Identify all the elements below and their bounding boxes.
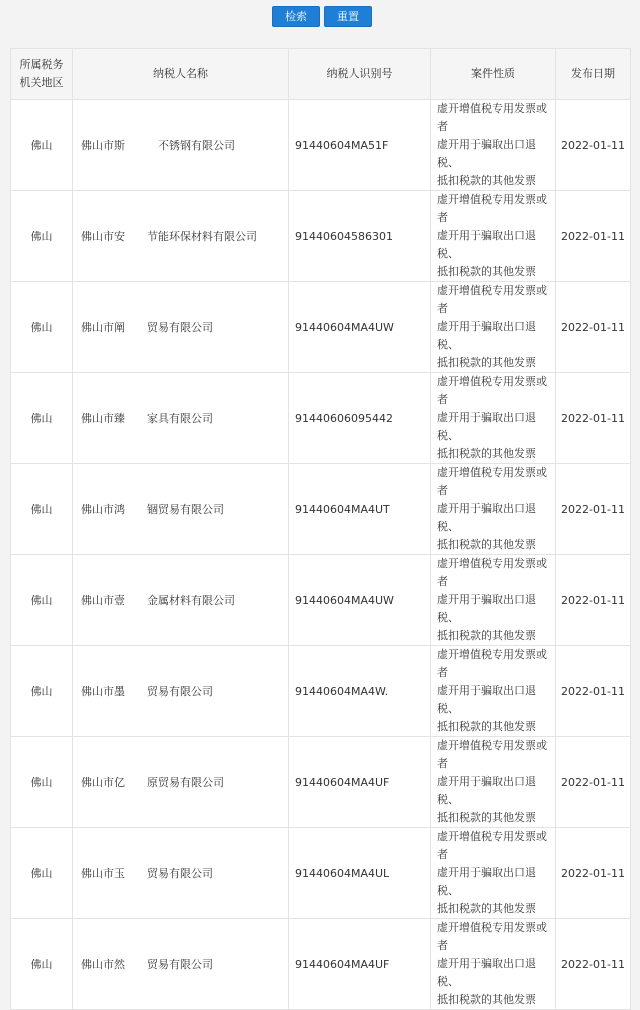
case-nature-line: 抵扣税款的其他发票 bbox=[437, 720, 536, 733]
case-nature-line: 虚开用于骗取出口退税、 bbox=[437, 411, 536, 442]
search-button[interactable]: 检索 bbox=[272, 6, 320, 27]
case-nature-line: 抵扣税款的其他发票 bbox=[437, 447, 536, 460]
cell-taxpayer-name: 佛山市然 贸易有限公司 bbox=[73, 919, 289, 1010]
cell-case-nature bbox=[431, 828, 556, 919]
cell-case-nature bbox=[431, 555, 556, 646]
column-header-date: 发布日期 bbox=[556, 49, 631, 100]
table-header-row bbox=[11, 49, 631, 100]
results-table-container bbox=[10, 48, 630, 1010]
case-nature-line: 虚开增值税专用发票或者 bbox=[437, 102, 547, 133]
cell-taxpayer-id: 91440604MA4UW bbox=[289, 282, 431, 373]
cell-publish-date: 2022-01-11 bbox=[556, 464, 631, 555]
cell-case-nature bbox=[431, 646, 556, 737]
toolbar bbox=[0, 0, 640, 40]
column-header-id: 纳税人识别号 bbox=[289, 49, 431, 100]
cell-taxpayer-name: 佛山市壹 金属材料有限公司 bbox=[73, 555, 289, 646]
cell-region: 佛山 bbox=[11, 373, 73, 464]
cell-taxpayer-name: 佛山市亿 原贸易有限公司 bbox=[73, 737, 289, 828]
case-nature-line: 虚开增值税专用发票或者 bbox=[437, 284, 547, 315]
case-nature-line: 抵扣税款的其他发票 bbox=[437, 174, 536, 187]
table-row bbox=[11, 737, 631, 828]
results-table bbox=[10, 48, 631, 1010]
table-row bbox=[11, 646, 631, 737]
table-row bbox=[11, 191, 631, 282]
cell-case-nature bbox=[431, 282, 556, 373]
case-nature-line: 虚开用于骗取出口退税、 bbox=[437, 502, 536, 533]
table-row bbox=[11, 555, 631, 646]
cell-region: 佛山 bbox=[11, 464, 73, 555]
column-header-name: 纳税人名称 bbox=[73, 49, 289, 100]
case-nature-line: 虚开增值税专用发票或者 bbox=[437, 830, 547, 861]
case-nature-line: 虚开增值税专用发票或者 bbox=[437, 557, 547, 588]
case-nature-line: 虚开用于骗取出口退税、 bbox=[437, 775, 536, 806]
cell-taxpayer-id: 91440604MA4UW bbox=[289, 555, 431, 646]
cell-case-nature bbox=[431, 100, 556, 191]
case-nature-line: 虚开用于骗取出口退税、 bbox=[437, 593, 536, 624]
case-nature-line: 虚开用于骗取出口退税、 bbox=[437, 684, 536, 715]
cell-taxpayer-name: 佛山市鸿 锢贸易有限公司 bbox=[73, 464, 289, 555]
cell-region: 佛山 bbox=[11, 646, 73, 737]
case-nature-line: 虚开增值税专用发票或者 bbox=[437, 193, 547, 224]
case-nature-line: 抵扣税款的其他发票 bbox=[437, 356, 536, 369]
cell-taxpayer-id: 91440606095442 bbox=[289, 373, 431, 464]
case-nature-line: 抵扣税款的其他发票 bbox=[437, 993, 536, 1006]
cell-publish-date: 2022-01-11 bbox=[556, 282, 631, 373]
case-nature-line: 虚开用于骗取出口退税、 bbox=[437, 138, 536, 169]
cell-publish-date: 2022-01-11 bbox=[556, 919, 631, 1010]
cell-publish-date: 2022-01-11 bbox=[556, 373, 631, 464]
cell-publish-date: 2022-01-11 bbox=[556, 828, 631, 919]
cell-taxpayer-name: 佛山市阐 贸易有限公司 bbox=[73, 282, 289, 373]
case-nature-line: 虚开增值税专用发票或者 bbox=[437, 648, 547, 679]
table-row bbox=[11, 100, 631, 191]
case-nature-line: 抵扣税款的其他发票 bbox=[437, 265, 536, 278]
table-row bbox=[11, 828, 631, 919]
case-nature-line: 虚开用于骗取出口退税、 bbox=[437, 320, 536, 351]
cell-region: 佛山 bbox=[11, 555, 73, 646]
cell-taxpayer-name: 佛山市臻 家具有限公司 bbox=[73, 373, 289, 464]
cell-case-nature bbox=[431, 464, 556, 555]
cell-region: 佛山 bbox=[11, 282, 73, 373]
table-row bbox=[11, 919, 631, 1010]
cell-taxpayer-id: 91440604586301 bbox=[289, 191, 431, 282]
case-nature-line: 虚开增值税专用发票或者 bbox=[437, 466, 547, 497]
cell-taxpayer-name: 佛山市墨 贸易有限公司 bbox=[73, 646, 289, 737]
case-nature-line: 抵扣税款的其他发票 bbox=[437, 629, 536, 642]
case-nature-line: 虚开增值税专用发票或者 bbox=[437, 739, 547, 770]
cell-taxpayer-name: 佛山市安 节能环保材料有限公司 bbox=[73, 191, 289, 282]
cell-taxpayer-id: 91440604MA4UL bbox=[289, 828, 431, 919]
cell-publish-date: 2022-01-11 bbox=[556, 191, 631, 282]
cell-case-nature bbox=[431, 373, 556, 464]
reset-button[interactable]: 重置 bbox=[324, 6, 372, 27]
cell-taxpayer-name: 佛山市玉 贸易有限公司 bbox=[73, 828, 289, 919]
case-nature-line: 抵扣税款的其他发票 bbox=[437, 538, 536, 551]
cell-region: 佛山 bbox=[11, 100, 73, 191]
case-nature-line: 抵扣税款的其他发票 bbox=[437, 811, 536, 824]
table-row bbox=[11, 373, 631, 464]
case-nature-line: 虚开增值税专用发票或者 bbox=[437, 921, 547, 952]
cell-region: 佛山 bbox=[11, 919, 73, 1010]
column-header-region: 所属税务机关地区 bbox=[11, 49, 73, 100]
case-nature-line: 虚开用于骗取出口退税、 bbox=[437, 229, 536, 260]
cell-region: 佛山 bbox=[11, 828, 73, 919]
column-header-nature: 案件性质 bbox=[431, 49, 556, 100]
case-nature-line: 虚开增值税专用发票或者 bbox=[437, 375, 547, 406]
cell-publish-date: 2022-01-11 bbox=[556, 737, 631, 828]
case-nature-line: 虚开用于骗取出口退税、 bbox=[437, 866, 536, 897]
case-nature-line: 虚开用于骗取出口退税、 bbox=[437, 957, 536, 988]
cell-case-nature bbox=[431, 919, 556, 1010]
cell-region: 佛山 bbox=[11, 737, 73, 828]
table-row bbox=[11, 464, 631, 555]
cell-region: 佛山 bbox=[11, 191, 73, 282]
table-row bbox=[11, 282, 631, 373]
cell-taxpayer-id: 91440604MA4UT bbox=[289, 464, 431, 555]
case-nature-line: 抵扣税款的其他发票 bbox=[437, 902, 536, 915]
cell-publish-date: 2022-01-11 bbox=[556, 646, 631, 737]
cell-case-nature bbox=[431, 737, 556, 828]
cell-taxpayer-id: 91440604MA51F bbox=[289, 100, 431, 191]
cell-publish-date: 2022-01-11 bbox=[556, 100, 631, 191]
cell-taxpayer-name: 佛山市斯 不锈钢有限公司 bbox=[73, 100, 289, 191]
cell-taxpayer-id: 91440604MA4W. bbox=[289, 646, 431, 737]
cell-publish-date: 2022-01-11 bbox=[556, 555, 631, 646]
cell-taxpayer-id: 91440604MA4UF bbox=[289, 737, 431, 828]
cell-case-nature bbox=[431, 191, 556, 282]
cell-taxpayer-id: 91440604MA4UF bbox=[289, 919, 431, 1010]
